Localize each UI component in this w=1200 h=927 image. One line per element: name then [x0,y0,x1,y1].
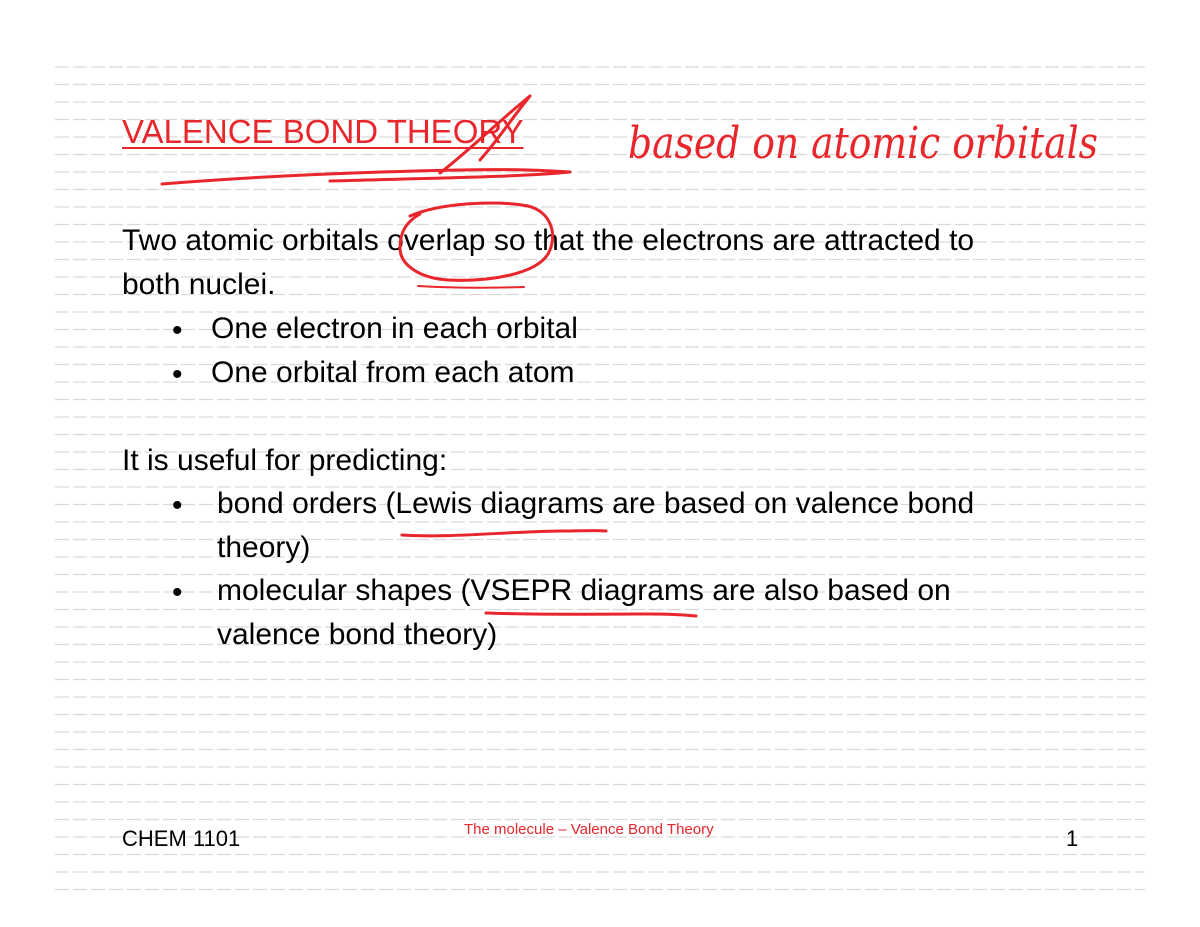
footer-page-number: 1 [1066,826,1079,851]
bullet-molecular-shapes-line-1: molecular shapes (VSEPR diagrams are also based on [217,574,951,607]
bullet-bond-orders-line-1: bond orders (Lewis diagrams are based on valence bond [217,487,975,520]
bullet-marker: • [172,314,183,347]
intro-line-1: Two atomic orbitals overlap so that the electrons are attracted to [122,224,975,257]
footer-center-title: The molecule – Valence Bond Theory [464,821,714,838]
footer-course: CHEM 1101 [122,826,241,851]
bullet-item-one-orbital: One orbital from each atom [211,356,575,389]
intro-line-2: both nuclei. [122,268,276,301]
slide-title: VALENCE BOND THEORY [122,113,524,150]
bullet-bond-orders-line-2: theory) [217,531,311,564]
useful-heading: It is useful for predicting: [122,444,448,477]
bullet-marker: • [172,358,183,391]
bullet-marker: • [172,489,183,522]
bullet-item-one-electron: One electron in each orbital [211,312,578,345]
handwritten-note: based on atomic orbitals [628,118,1098,169]
bullet-marker: • [172,576,183,609]
bullet-molecular-shapes-line-2: valence bond theory) [217,618,498,651]
